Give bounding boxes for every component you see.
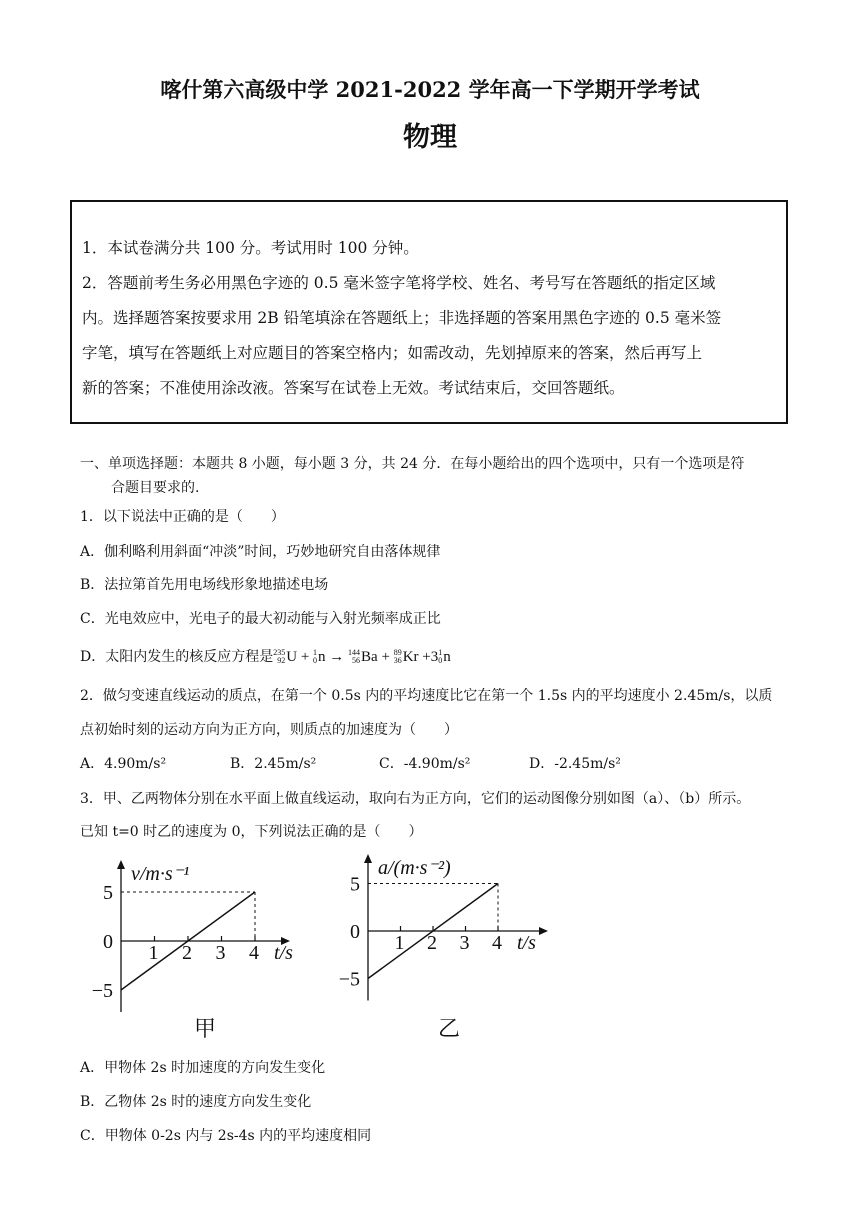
x-tick-label: 1 bbox=[394, 932, 405, 954]
q2-option-b: B．2.45m/s² bbox=[230, 756, 317, 772]
q3-stem-line2: 已知 t=0 时乙的速度为 0，下列说法正确的是（ ） bbox=[80, 824, 423, 840]
arrow-icon: → bbox=[329, 649, 345, 665]
n-z: 0 bbox=[313, 655, 318, 665]
x-tick-label: 3 bbox=[215, 942, 226, 964]
plus-three: +3 bbox=[422, 649, 439, 665]
q2-stem-line1: 2．做匀变速直线运动的质点，在第一个 0.5s 内的平均速度比它在第一个 1.5s 内的平均速度小 2.45m/s，以质 bbox=[80, 688, 773, 704]
graph-caption: 甲 bbox=[193, 1016, 217, 1041]
exam-title: 喀什第六高级中学 2021-2022 学年高一下学期开学考试 bbox=[160, 77, 700, 102]
graph-caption: 乙 bbox=[437, 1016, 461, 1041]
notice-line: 新的答案；不准使用涂改液。答案写在试卷上无效。考试结束后，交回答题纸。 bbox=[82, 379, 625, 397]
kr-z: 36 bbox=[393, 655, 402, 665]
motion-graphs bbox=[80, 850, 600, 1050]
q3-option-b: B．乙物体 2s 时的速度方向发生变化 bbox=[80, 1094, 312, 1110]
section-heading: 一、单项选择题：本题共 8 小题，每小题 3 分，共 24 分．在每小题给出的四个选项中，只有一个选项是符 bbox=[80, 456, 745, 472]
q1-option-a: A．伽利略利用斜面“冲淡”时间，巧妙地研究自由落体规律 bbox=[80, 544, 441, 560]
q1-stem: 1．以下说法中正确的是（ ） bbox=[80, 509, 285, 525]
n-mass: 1 bbox=[313, 647, 318, 657]
y-tick-label: −5 bbox=[338, 968, 360, 991]
ba-mass: 144 bbox=[348, 647, 361, 657]
q2-option-a: A．4.90m/s² bbox=[80, 756, 167, 772]
y-tick-label: 0 bbox=[103, 931, 113, 953]
q3-option-a: A．甲物体 2s 时加速度的方向发生变化 bbox=[80, 1060, 326, 1076]
u-mass: 235 bbox=[273, 647, 286, 657]
u-z: 92 bbox=[277, 655, 286, 665]
x-axis-label: t/s bbox=[274, 942, 293, 964]
plus-sign: + bbox=[381, 649, 390, 665]
n2-mass: 1 bbox=[438, 647, 443, 657]
q1-option-c: C．光电效应中，光电子的最大初动能与入射光频率成正比 bbox=[80, 611, 441, 627]
notice-box bbox=[70, 200, 788, 424]
x-axis-arrow-icon bbox=[539, 927, 548, 935]
y-axis-label: v/m·s⁻¹ bbox=[131, 863, 190, 885]
q1-option-d bbox=[80, 646, 451, 666]
y-axis-arrow-icon bbox=[364, 854, 372, 863]
nuclear-equation bbox=[273, 649, 451, 665]
q2-stem-line2: 点初始时刻的运动方向为正方向，则质点的加速度为（ ） bbox=[80, 722, 458, 738]
kr-mass: 89 bbox=[393, 647, 402, 657]
q1-option-d-prefix: D．太阳内发生的核反应方程是 bbox=[80, 649, 274, 665]
q2-option-c: C．-4.90m/s² bbox=[379, 756, 471, 772]
graph-yi bbox=[339, 854, 548, 1041]
kr-symbol: Kr bbox=[402, 649, 419, 665]
n-symbol: n bbox=[318, 649, 326, 665]
u-symbol: U bbox=[286, 649, 298, 665]
x-tick-label: 1 bbox=[148, 942, 159, 964]
q3-stem-line1: 3．甲、乙两物体分别在水平面上做直线运动，取向右为正方向，它们的运动图像分别如图（a）、（b）所示。 bbox=[80, 791, 751, 807]
y-tick-label: 5 bbox=[103, 882, 113, 904]
notice-line: 2．答题前考生务必用黑色字迹的 0.5 毫米签字笔将学校、姓名、考号写在答题纸的指定区域 bbox=[82, 274, 716, 292]
ba-z: 56 bbox=[352, 655, 361, 665]
x-tick-label: 3 bbox=[459, 932, 470, 954]
n2-z: 0 bbox=[438, 655, 443, 665]
notice-line: 内。选择题答案按要求用 2B 铅笔填涂在答题纸上；非选择题的答案用黑色字迹的 0.5 毫米签 bbox=[82, 309, 722, 327]
x-tick-label: 2 bbox=[427, 932, 437, 954]
x-axis-label: t/s bbox=[517, 932, 536, 954]
q2-option-d: D．-2.45m/s² bbox=[529, 756, 621, 772]
notice-line: 字笔，填写在答题纸上对应题目的答案空格内；如需改动，先划掉原来的答案，然后再写上 bbox=[82, 344, 703, 362]
plus-sign: + bbox=[300, 649, 310, 665]
y-tick-label: −5 bbox=[91, 980, 113, 1002]
y-tick-label: 0 bbox=[350, 921, 360, 943]
x-tick-label: 4 bbox=[492, 932, 502, 954]
ba-symbol: Ba bbox=[361, 649, 378, 665]
graph-jia bbox=[92, 860, 293, 1041]
y-tick-label: 5 bbox=[350, 873, 360, 896]
q3-option-c: C．甲物体 0-2s 内与 2s-4s 内的平均速度相同 bbox=[80, 1128, 372, 1144]
x-tick-label: 4 bbox=[249, 942, 259, 964]
y-axis-arrow-icon bbox=[117, 860, 125, 869]
section-heading-cont: 合题目要求的. bbox=[111, 480, 200, 496]
n2-symbol: n bbox=[443, 649, 451, 665]
x-tick-label: 2 bbox=[182, 942, 192, 964]
y-axis-label: a/(m·s⁻²) bbox=[378, 857, 451, 879]
notice-line: 1．本试卷满分共 100 分。考试用时 100 分钟。 bbox=[82, 239, 419, 257]
subject-title: 物理 bbox=[403, 122, 457, 153]
q1-option-b: B．法拉第首先用电场线形象地描述电场 bbox=[80, 577, 329, 593]
